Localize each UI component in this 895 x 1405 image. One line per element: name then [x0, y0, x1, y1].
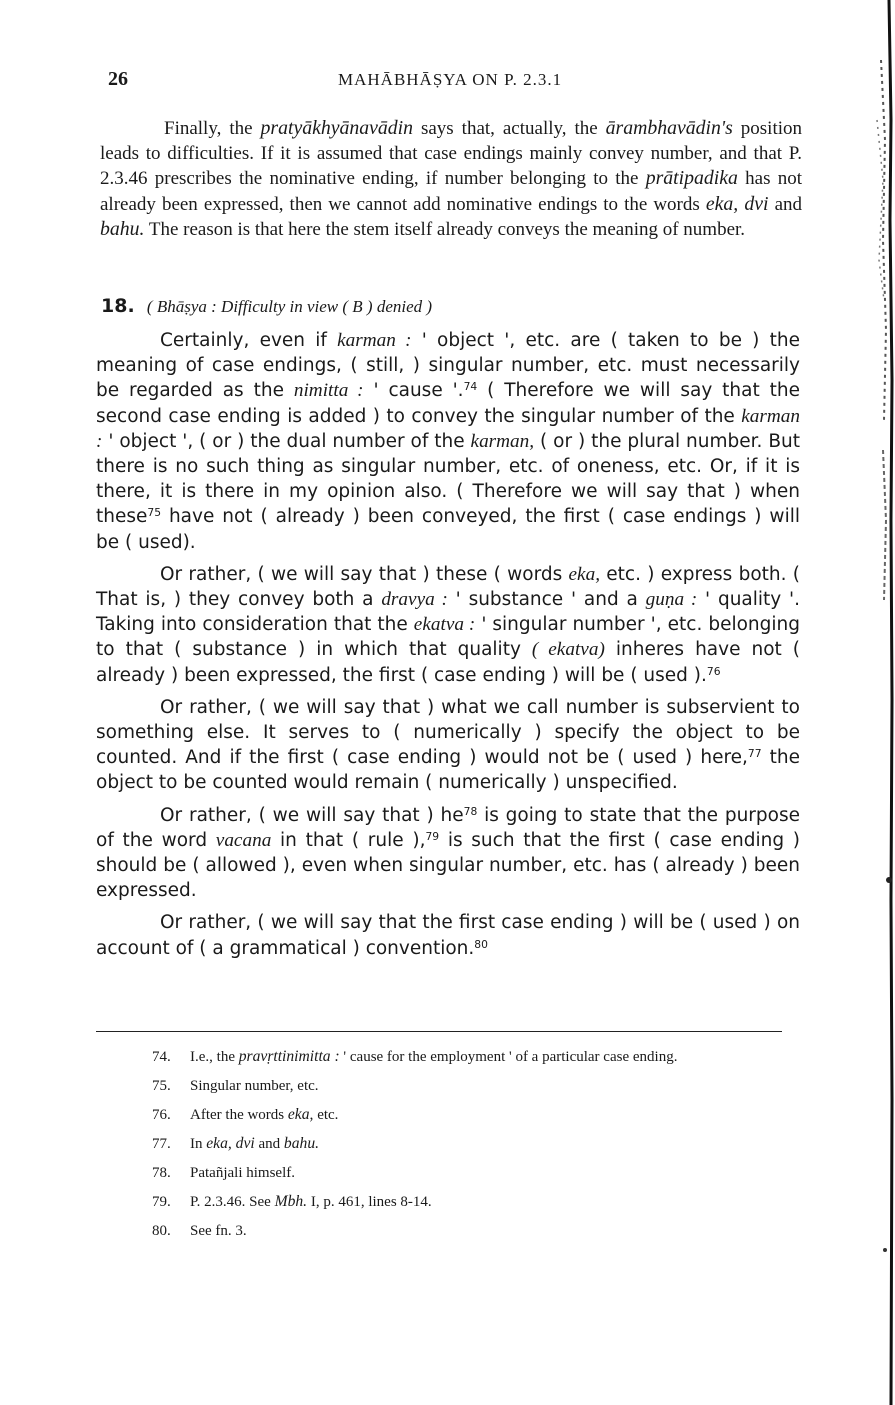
footnote-number: 74.	[152, 1049, 171, 1065]
text: ' object ', ( or ) the dual number of the	[102, 430, 471, 452]
footnote-ref[interactable]: 76	[706, 664, 721, 678]
text: ' cause '.	[363, 380, 464, 402]
text: has not already been expressed, then we cannot add nominative endings to the words	[100, 168, 802, 215]
text: ( or ) the plural number. But there is no such thing as singular number, etc. of oneness, etc. Or, if it is there, it is there in my opinion also. ( Therefore we will say that ) when these	[96, 430, 800, 528]
paragraph	[96, 910, 800, 960]
italic-term: ( ekatva)	[531, 639, 605, 661]
italic-term: prātipadika	[645, 167, 738, 190]
text: Patañjali himself.	[190, 1165, 295, 1181]
running-title: MAHĀBHĀṢYA ON P. 2.3.1	[338, 70, 563, 89]
footnote-number: 79.	[152, 1194, 171, 1210]
text: See fn. 3.	[190, 1223, 247, 1239]
footnote-76	[92, 1105, 802, 1125]
footnote-divider	[96, 1031, 782, 1032]
footnote-number: 78.	[152, 1165, 171, 1181]
italic-term: bahu.	[100, 218, 145, 241]
footnote-75	[92, 1076, 802, 1096]
italic-term: karman :	[96, 405, 800, 452]
italic-term: eka, dvi	[705, 192, 769, 215]
footnote-number: 80.	[152, 1223, 171, 1239]
text: is such that the first ( case ending ) should be ( allowed ), even when singular number, etc. has ( already ) been expressed.	[96, 829, 800, 902]
footnote-number: 76.	[152, 1107, 171, 1123]
footnote-80	[92, 1221, 802, 1241]
text: I, p. 461, lines 8-14.	[307, 1194, 432, 1210]
italic-term: nimitta :	[293, 380, 364, 402]
footnote-79	[92, 1192, 802, 1212]
text: The reason is that here the stem itself already conveys the meaning of number.	[144, 219, 746, 241]
italic-term: ārambhavādin's	[605, 117, 733, 139]
italic-term: Mbh.	[274, 1193, 308, 1210]
text: ' quality '. Taking into consideration that the	[96, 589, 801, 636]
text: Or rather, ( we will say that ) he	[160, 804, 464, 826]
text: Or rather, ( we will say that ) these ( words	[160, 563, 569, 585]
italic-term: dravya :	[381, 589, 448, 611]
text: Or rather, ( we will say that ) what we call number is subservient to something else. It serves to ( numerically ) specify the object to be counted. And if the first ( case ending ) would not be ( used ) here,	[96, 696, 800, 769]
text: After the words	[190, 1107, 288, 1123]
text: inheres have not ( already ) been expressed, the first ( case ending ) will be ( used ).	[96, 639, 801, 686]
page-header	[108, 68, 808, 98]
footnote-number: 75.	[152, 1078, 171, 1094]
scanned-binding-edge	[853, 0, 895, 1405]
footnote-ref[interactable]: 79	[425, 829, 440, 843]
paragraph	[96, 695, 800, 796]
italic-term: eka,	[568, 563, 601, 585]
footnote-ref[interactable]: 74	[463, 380, 478, 394]
text: in that ( rule ),	[271, 829, 426, 851]
footnote-ref[interactable]: 80	[474, 937, 488, 951]
text: I.e., the	[190, 1049, 239, 1065]
paragraph	[96, 328, 800, 555]
italic-term: karman,	[470, 430, 535, 452]
paragraph	[96, 562, 800, 688]
footnote-ref[interactable]: 75	[147, 506, 162, 520]
italic-term: pravṛttinimitta :	[238, 1048, 340, 1065]
section-heading	[101, 295, 801, 317]
text: and	[254, 1136, 284, 1152]
footnote-number: 77.	[152, 1136, 171, 1152]
intro-paragraph	[100, 116, 802, 243]
italic-term: ekatva :	[413, 614, 476, 636]
text: etc. ) express both. ( That is, ) they convey both a	[96, 563, 800, 611]
italic-term: bahu.	[283, 1135, 320, 1152]
text: etc.	[313, 1107, 339, 1123]
italic-term: karman :	[337, 330, 412, 351]
page-number: 26	[108, 68, 128, 90]
text: have not ( already ) been conveyed, the first ( case endings ) will be ( used).	[96, 506, 800, 553]
footnote-ref[interactable]: 78	[463, 804, 478, 818]
footnotes	[92, 1047, 802, 1250]
text: ' cause for the employment ' of a particular case ending.	[339, 1049, 678, 1065]
text: ' object ', etc. are ( taken to be ) the meaning of case endings, ( still, ) singular number, etc. must necessarily be regarded as the	[96, 330, 801, 402]
italic-term: eka,	[287, 1106, 314, 1123]
text: is going to state that the purpose of the word	[96, 804, 800, 851]
text: says that, actually, the	[413, 118, 606, 139]
text: and	[768, 193, 802, 215]
italic-term: pratyākhyānavādin	[260, 117, 413, 139]
footnote-77	[92, 1134, 802, 1154]
text: ' singular number ', etc. belonging to that ( substance ) in which that quality	[96, 614, 800, 661]
text: In	[190, 1136, 207, 1152]
italic-term: guṇa :	[645, 589, 698, 611]
footnote-78	[92, 1163, 802, 1183]
text: Certainly, even if	[160, 330, 338, 351]
footnote-ref[interactable]: 77	[747, 747, 762, 761]
section-title: ( Bhāṣya : Difficulty in view ( B ) denied )	[146, 297, 433, 316]
italic-term: eka, dvi	[206, 1135, 255, 1152]
bhasya-translation	[96, 328, 800, 968]
italic-term: vacana	[215, 829, 272, 851]
text: ( Therefore we will say that the second case ending is added ) to convey the singular number of the	[96, 380, 801, 427]
footnote-74	[92, 1047, 802, 1067]
text: Finally, the	[164, 118, 261, 139]
text: P. 2.3.46. See	[190, 1194, 275, 1210]
text: the object to be counted would remain ( numerically ) unspecified.	[96, 747, 800, 794]
text: Or rather, ( we will say that the first case ending ) will be ( used ) on account of ( a grammatical ) convention.	[96, 912, 800, 959]
section-number: 18.	[101, 295, 135, 317]
text: position leads to difficulties. If it is assumed that case endings mainly convey number, and that P. 2.3.46 prescribes the nominative ending, if number belonging to the	[100, 118, 802, 190]
text: ' substance ' and a	[447, 589, 646, 611]
text: Singular number, etc.	[190, 1078, 319, 1094]
paragraph	[96, 803, 800, 904]
